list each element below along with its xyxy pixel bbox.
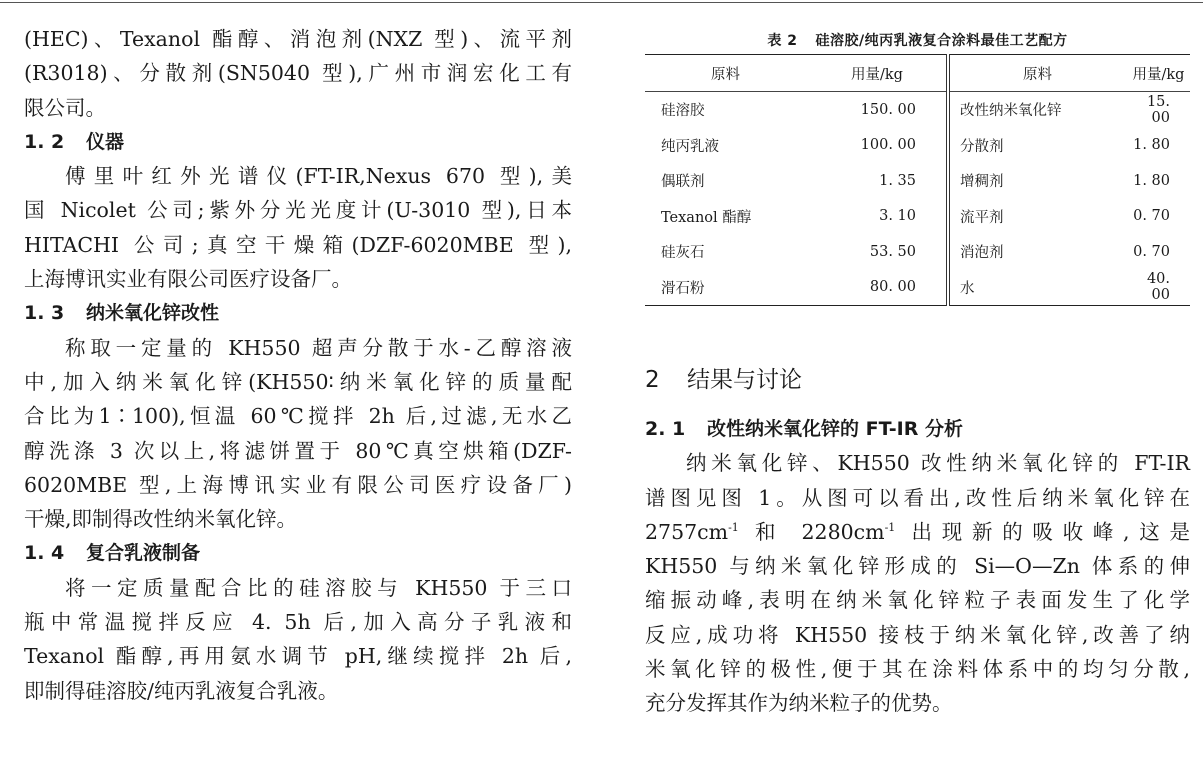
paragraph-modification bbox=[24, 331, 572, 537]
text-line: KH550 与纳米氧化锌形成的 Si—O—Zn 体系的伸 bbox=[645, 554, 1190, 579]
text-line: 6020MBE 型,上海博讯实业有限公司医疗设备厂) bbox=[24, 472, 572, 497]
heading-title: 仪器 bbox=[86, 130, 125, 153]
table-number: 表 2 bbox=[767, 33, 798, 49]
text-line: 限公司。 bbox=[24, 95, 106, 120]
text-line: 将一定质量配合比的硅溶胶与 KH550 于三口 bbox=[65, 575, 572, 600]
text-line: 干燥,即制得改性纳米氧化锌。 bbox=[24, 507, 298, 532]
table-row bbox=[645, 199, 1190, 235]
text-line: 缩振动峰,表明在纳米氧化锌粒子表面发生了化学 bbox=[645, 588, 1190, 613]
text-line: (HEC)、Texanol 酯醇、消泡剂(NXZ 型)、流平剂 bbox=[24, 27, 572, 51]
superscript: -1 bbox=[728, 521, 739, 535]
paragraph-ftir bbox=[645, 446, 1190, 720]
cell-material: 流平剂 bbox=[960, 209, 1004, 226]
cell-amount: 53. 50 bbox=[807, 234, 948, 270]
cell-amount: 15. 00 bbox=[1146, 93, 1170, 126]
spacer bbox=[645, 400, 1190, 412]
superscript: -1 bbox=[884, 521, 896, 535]
header-amount: 用量/kg bbox=[1126, 55, 1190, 92]
text-line: 谱图见图 1。从图可以看出,改性后纳米氧化锌在 bbox=[645, 485, 1190, 510]
table-title: 硅溶胶/纯丙乳液复合涂料最佳工艺配方 bbox=[815, 33, 1068, 49]
table-row bbox=[645, 92, 1190, 128]
cell-amount: 80. 00 bbox=[807, 270, 948, 306]
cell-material: 水 bbox=[960, 280, 975, 297]
text-line: 傅里叶红外光谱仪(FT-IR,Nexus 670 型),美 bbox=[65, 164, 572, 189]
cell-amount: 1. 80 bbox=[1133, 172, 1170, 189]
text-line: 瓶中常温搅拌反应 4. 5h 后,加入高分子乳液和 bbox=[24, 610, 572, 635]
top-rule bbox=[0, 2, 1203, 3]
spacer bbox=[645, 306, 1190, 360]
header-material: 原料 bbox=[645, 55, 807, 92]
table-row bbox=[645, 163, 1190, 199]
heading-2-1 bbox=[645, 412, 1190, 446]
cell-material: 纯丙乳液 bbox=[661, 138, 719, 155]
cell-amount: 40. 00 bbox=[1146, 271, 1170, 304]
left-column bbox=[24, 22, 572, 708]
cell-material: 滑石粉 bbox=[661, 280, 705, 297]
table-header-row bbox=[645, 55, 1190, 92]
text-line: 即制得硅溶胶/纯丙乳液复合乳液。 bbox=[24, 678, 339, 703]
cell-amount: 1. 80 bbox=[1133, 137, 1170, 154]
heading-number: 1. 4 bbox=[24, 542, 65, 565]
cell-amount: 100. 00 bbox=[807, 128, 948, 164]
cell-material: 增稠剂 bbox=[960, 174, 1004, 191]
heading-section-2 bbox=[645, 360, 1190, 400]
formula-table bbox=[645, 54, 1190, 306]
text-line: 醇洗涤 3 次以上,将滤饼置于 80℃真空烘箱(DZF- bbox=[24, 438, 572, 463]
cell-material: 硅灰石 bbox=[661, 245, 705, 262]
text-line: (R3018)、分散剂(SN5040 型),广州市润宏化工有 bbox=[24, 61, 572, 86]
table-row bbox=[645, 128, 1190, 164]
cell-material: 硅溶胶 bbox=[661, 103, 705, 120]
heading-title: 复合乳液制备 bbox=[86, 542, 201, 565]
heading-title: 改性纳米氧化锌的 FT-IR 分析 bbox=[707, 418, 963, 440]
text-line: 上海博讯实业有限公司医疗设备厂。 bbox=[24, 267, 352, 292]
paragraph-chemicals-end bbox=[24, 22, 572, 125]
cell-material: Texanol 酯醇 bbox=[661, 209, 752, 226]
table-caption bbox=[645, 28, 1190, 54]
wavenumber-1: 2757cm bbox=[645, 519, 729, 544]
table-row bbox=[645, 234, 1190, 270]
cell-amount: 0. 70 bbox=[1133, 243, 1170, 260]
cell-material: 消泡剂 bbox=[960, 245, 1004, 262]
text-segment: 和 2280cm bbox=[738, 519, 885, 544]
text-line: 中,加入纳米氧化锌(KH550∶纳米氧化锌的质量配 bbox=[24, 369, 572, 394]
heading-1-2 bbox=[24, 125, 572, 159]
cell-material: 改性纳米氧化锌 bbox=[960, 103, 1062, 120]
heading-number: 1. 3 bbox=[24, 302, 65, 325]
heading-1-3 bbox=[24, 296, 572, 330]
text-line: HITACHI 公司;真空干燥箱(DZF-6020MBE 型), bbox=[24, 232, 572, 257]
text-line: 米氧化锌的极性,便于其在涂料体系中的均匀分散, bbox=[645, 657, 1190, 682]
cell-amount: 0. 70 bbox=[1133, 208, 1170, 225]
text-segment: 出现新的吸收峰,这是 bbox=[895, 519, 1190, 544]
table-row bbox=[645, 270, 1190, 306]
text-line-wavenumbers bbox=[645, 515, 1190, 549]
text-line: 合比为1∶100),恒温 60℃搅拌 2h 后,过滤,无水乙 bbox=[24, 404, 572, 429]
cell-amount: 150. 00 bbox=[807, 92, 948, 128]
text-line: 称取一定量的 KH550 超声分散于水-乙醇溶液 bbox=[65, 335, 572, 360]
heading-title: 结果与讨论 bbox=[687, 367, 802, 393]
text-line: 纳米氧化锌、KH550 改性纳米氧化锌的 FT-IR bbox=[686, 451, 1190, 476]
heading-number: 2 bbox=[645, 367, 660, 393]
text-line: 反应,成功将 KH550 接枝于纳米氧化锌,改善了纳 bbox=[645, 622, 1190, 647]
header-material: 原料 bbox=[948, 55, 1126, 92]
paragraph-instruments bbox=[24, 159, 572, 296]
cell-amount: 1. 35 bbox=[807, 163, 948, 199]
text-line: 国 Nicolet 公司;紫外分光光度计(U-3010 型),日本 bbox=[24, 198, 572, 223]
text-line: Texanol 酯醇,再用氨水调节 pH,继续搅拌 2h 后, bbox=[24, 644, 572, 669]
cell-amount: 3. 10 bbox=[807, 199, 948, 235]
paragraph-emulsion bbox=[24, 571, 572, 708]
cell-material: 偶联剂 bbox=[661, 174, 705, 191]
heading-number: 2. 1 bbox=[645, 418, 686, 440]
cell-material: 分散剂 bbox=[960, 138, 1004, 155]
heading-1-4 bbox=[24, 536, 572, 570]
header-amount: 用量/kg bbox=[807, 55, 948, 92]
heading-title: 纳米氧化锌改性 bbox=[86, 302, 220, 325]
heading-number: 1. 2 bbox=[24, 130, 65, 153]
text-line: 充分发挥其作为纳米粒子的优势。 bbox=[645, 691, 953, 716]
right-column bbox=[645, 28, 1190, 721]
